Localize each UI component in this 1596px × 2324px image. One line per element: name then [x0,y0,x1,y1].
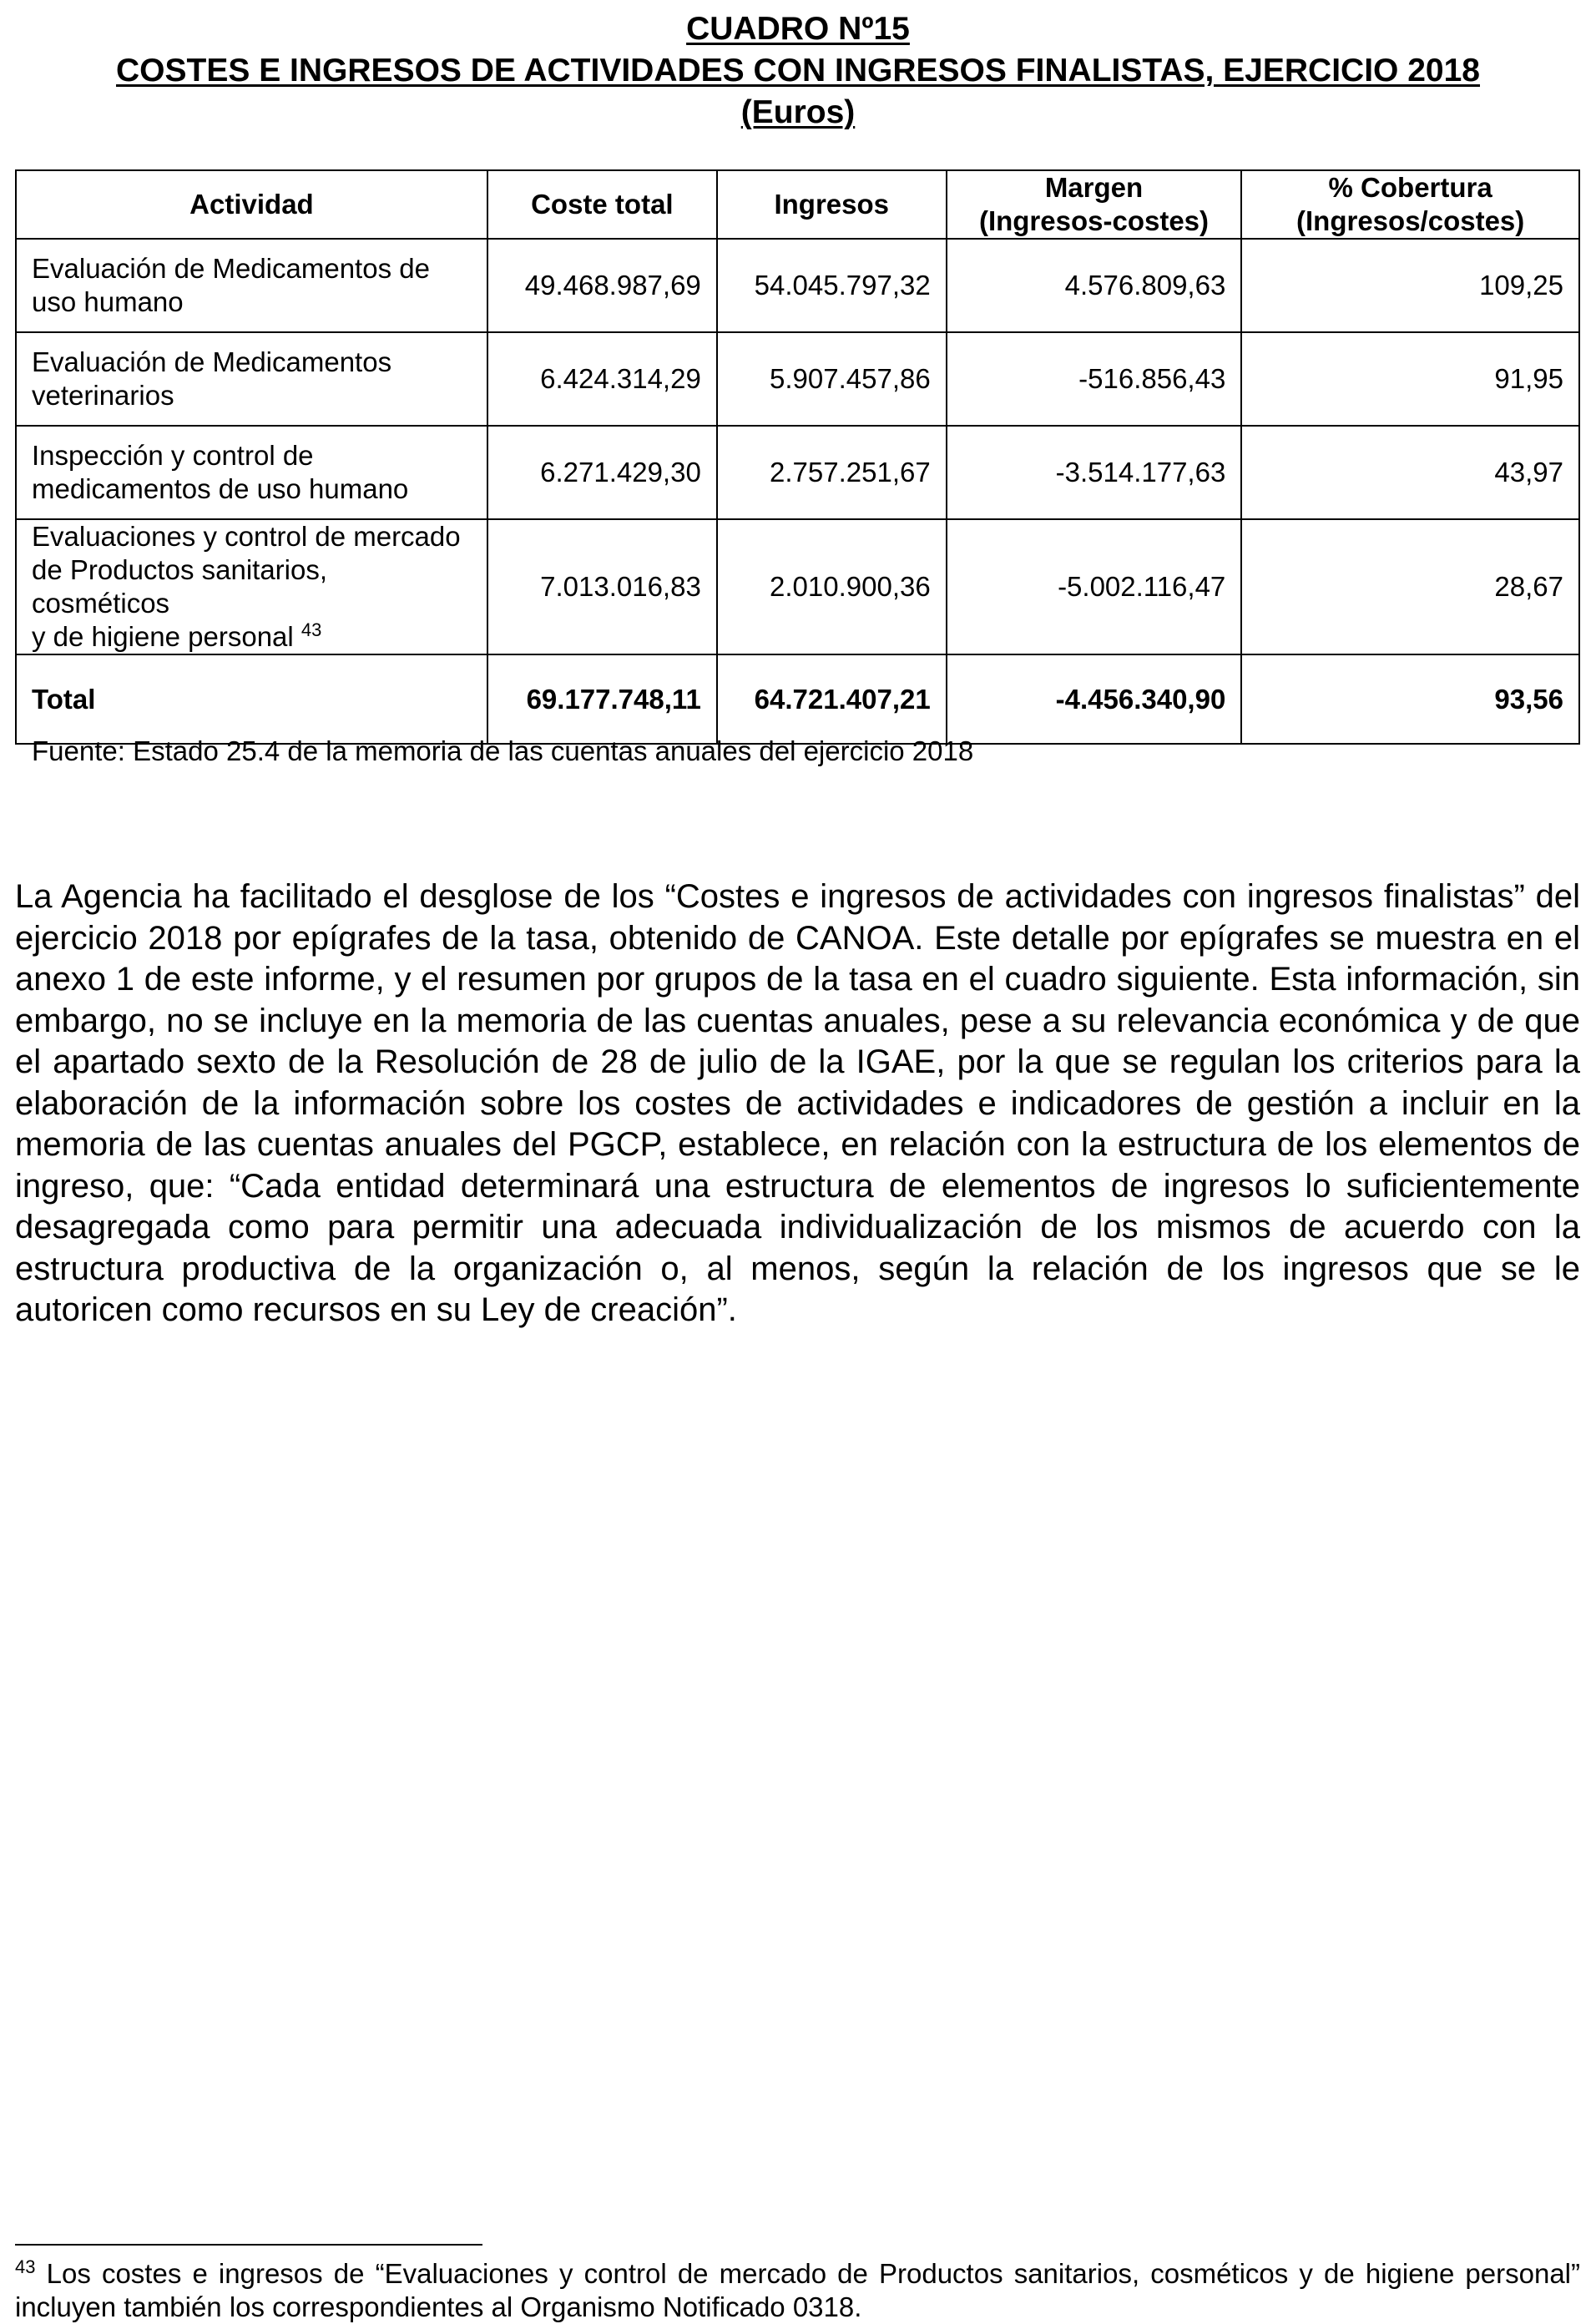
coste-cell: 7.013.016,83 [487,519,717,654]
footnote-text: Los costes e ingresos de “Evaluaciones y control de mercado de Productos sanitarios, cosméticos y de higiene personal” incluyen también los correspondientes al Organismo Notificado 0318. [15,2258,1580,2322]
header-actividad: Actividad [16,170,487,239]
table-row [16,426,1579,519]
header-cobertura-line2: (Ingresos/costes) [1296,205,1525,236]
header-coste-total: Coste total [487,170,717,239]
coste-cell: 6.271.429,30 [487,426,717,519]
ingresos-cell: 2.757.251,67 [717,426,947,519]
margen-cell: -5.002.116,47 [947,519,1242,654]
activity-cell: Evaluación de Medicamentos veterinarios [16,332,487,426]
total-coste: 69.177.748,11 [487,654,717,744]
total-margen: -4.456.340,90 [947,654,1242,744]
header-ingresos: Ingresos [717,170,947,239]
table-header-row [16,170,1579,239]
ingresos-cell: 5.907.457,86 [717,332,947,426]
margen-cell: 4.576.809,63 [947,239,1242,332]
activity-cell: Evaluación de Medicamentos de uso humano [16,239,487,332]
coste-cell: 49.468.987,69 [487,239,717,332]
caption-units: (Euros) [740,94,856,130]
table-caption [0,8,1596,134]
body-paragraph: La Agencia ha facilitado el desglose de los “Costes e ingresos de actividades con ingresos finalistas” del ejercicio 2018 por epígrafes de la tasa, obtenido de CANOA. Este detalle por epígrafes se muestra en el anexo 1 de este informe, y el resumen por grupos de la tasa en el cuadro siguiente. Esta información, sin embargo, no se incluye en la memoria de las cuentas anuales, pese a su relevancia económica y de que el apartado sexto de la Resolución de 28 de julio de la IGAE, por la que se regulan los criterios para la elaboración de la información sobre los costes de actividades e indicadores de gestión a incluir en la memoria de las cuentas anuales del PGCP, establece, en relación con la estructura de los elementos de ingreso, que: “Cada entidad determinará una estructura de elementos de ingresos lo suficientemente desagregada como para permitir una adecuada individualización de los mismos de acuerdo con la estructura productiva de la organización o, al menos, según la relación de los ingresos que se le autoricen como recursos en su Ley de creación”. [15,878,1580,1328]
caption-number: CUADRO Nº15 [686,11,910,47]
table-row [16,332,1579,426]
table-source-note: Fuente: Estado 25.4 de la memoria de las cuentas anuales del ejercicio 2018 [32,735,974,766]
total-cobertura: 93,56 [1241,654,1579,744]
caption-title: COSTES E INGRESOS DE ACTIVIDADES CON INGRESOS FINALISTAS, EJERCICIO 2018 [116,53,1480,88]
cobertura-cell: 91,95 [1241,332,1579,426]
header-margen-line1: Margen [1044,172,1144,203]
coste-cell: 6.424.314,29 [487,332,717,426]
header-cobertura [1241,170,1579,239]
total-ingresos: 64.721.407,21 [717,654,947,744]
cobertura-cell: 43,97 [1241,426,1579,519]
margen-cell: -516.856,43 [947,332,1242,426]
cobertura-cell: 28,67 [1241,519,1579,654]
header-margen [947,170,1242,239]
activity-cell: Evaluaciones y control de mercado de Productos sanitarios, cosméticos y de higiene personal $^{43}$ [16,519,487,654]
table-row [16,519,1579,654]
ingresos-cell: 2.010.900,36 [717,519,947,654]
margen-cell: -3.514.177,63 [947,426,1242,519]
activity-cell: Inspección y control de medicamentos de uso humano [16,426,487,519]
ingresos-cell: 54.045.797,32 [717,239,947,332]
footnote-ref: 43 [301,619,322,640]
cobertura-cell: 109,25 [1241,239,1579,332]
header-cobertura-line1: % Cobertura [1328,172,1492,203]
total-label: Total [16,654,487,744]
footnote-divider [15,2244,482,2246]
costs-income-table [15,169,1580,745]
total-row [16,654,1579,744]
footnote-number: 43 [15,2256,36,2277]
footnote [15,2257,1580,2324]
header-margen-line2: (Ingresos-costes) [978,205,1210,236]
table-row [16,239,1579,332]
